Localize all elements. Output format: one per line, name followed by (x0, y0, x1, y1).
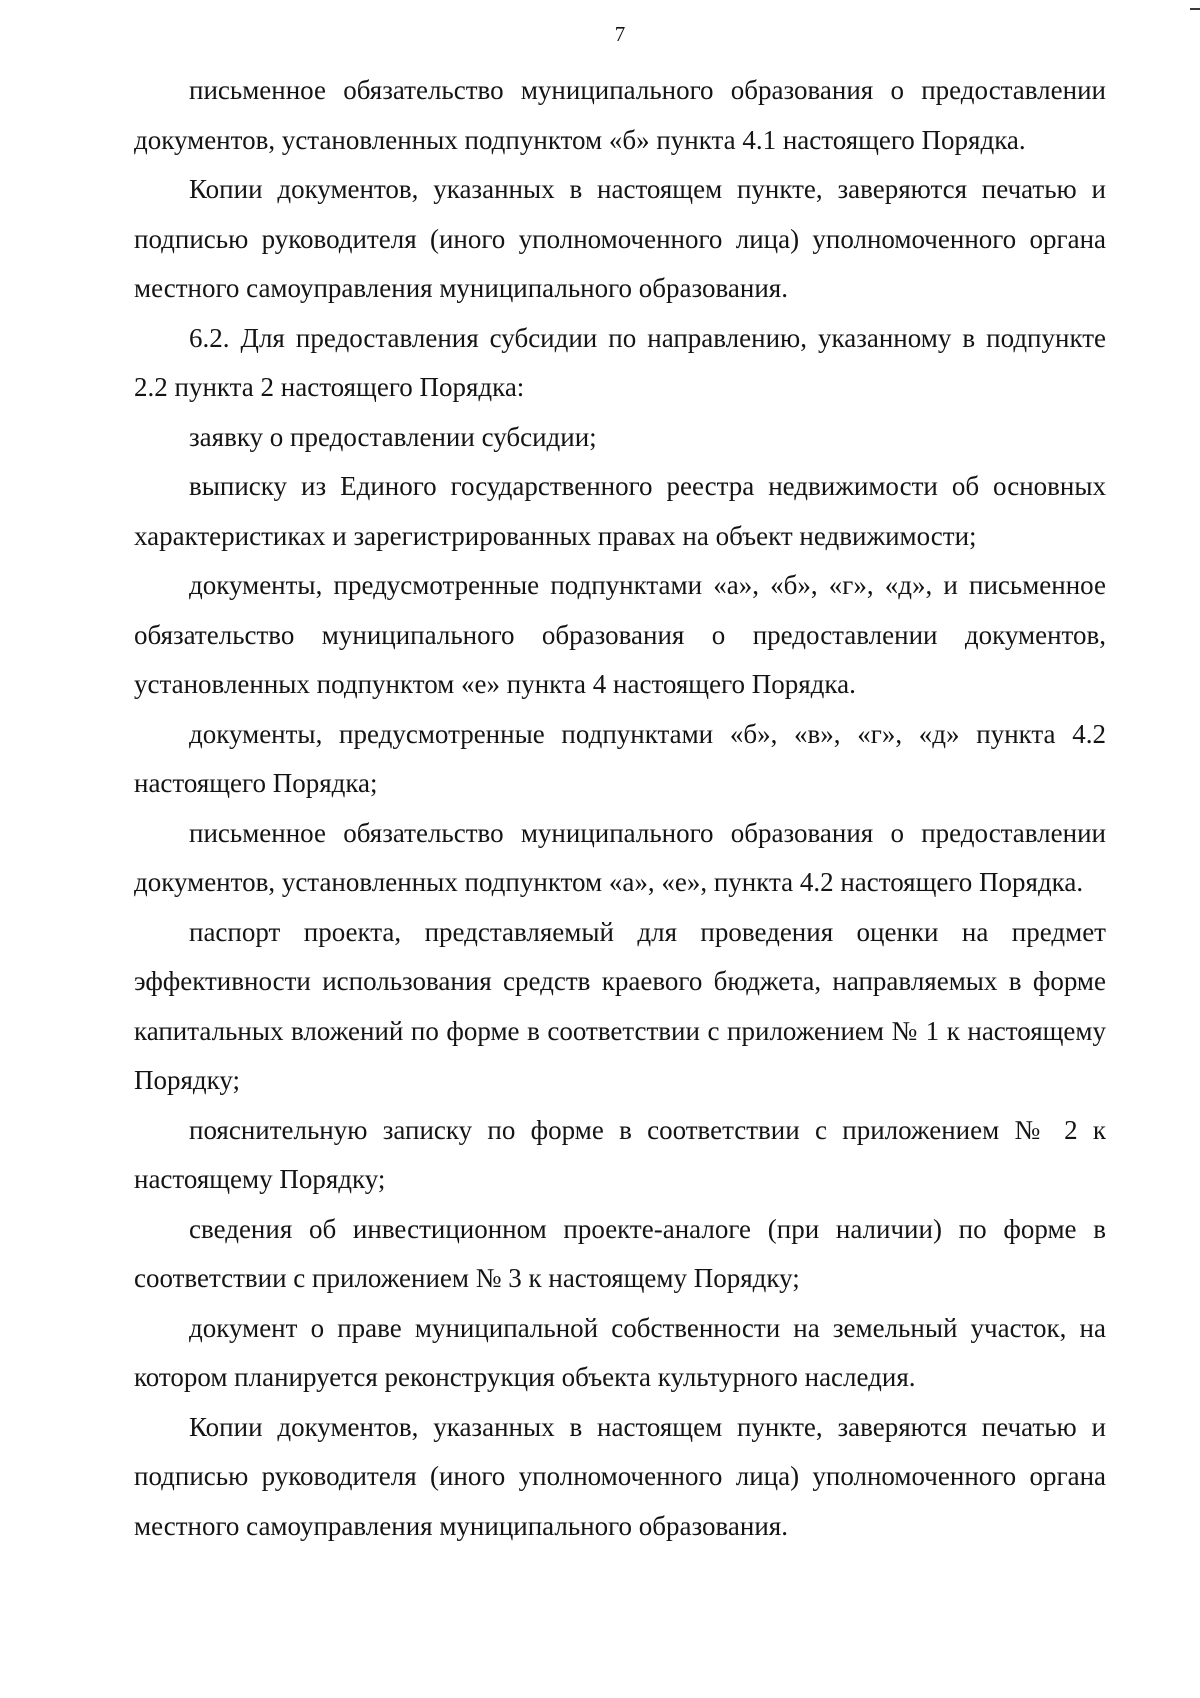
paragraph-registry-extract: выписку из Единого государственного реестра недвижимости об основных характеристиках и зарегистрированных правах на объект недвижимости; (134, 471, 1106, 551)
paragraph-written-obligation-4-2: письменное обязательство муниципального образования о предоставлении документов, установленных подпунктом «а», «е», пункта 4.2 настоящего Порядка. (134, 817, 1106, 897)
edge-mark (1190, 8, 1200, 10)
document-body (134, 66, 1106, 1551)
paragraph-written-obligation-4-1: письменное обязательство муниципального образования о предоставлении документов, установленных подпунктом «б» пункта 4.1 настоящего Порядка. (134, 75, 1106, 155)
paragraph-copies-certification-1: Копии документов, указанных в настоящем пункте, заверяются печатью и подписью руководителя (иного уполномоченного лица) уполномоченного органа местного самоуправления муниципального образования. (134, 174, 1106, 303)
paragraph-project-passport: паспорт проекта, представляемый для проведения оценки на предмет эффективности использования средств краевого бюджета, направляемых в форме капитальных вложений по форме в соответствии с приложением № 1 к настоящему Порядку; (134, 916, 1106, 1095)
paragraph-analog-project: сведения об инвестиционном проекте-аналоге (при наличии) по форме в соответствии с приложением № 3 к настоящему Порядку; (134, 1213, 1106, 1293)
paragraph-section-6-2: 6.2. Для предоставления субсидии по направлению, указанному в подпункте 2.2 пункта 2 настоящего Порядка: (134, 322, 1106, 402)
paragraph-copies-certification-2: Копии документов, указанных в настоящем пункте, заверяются печатью и подписью руководителя (иного уполномоченного лица) уполномоченного органа местного самоуправления муниципального образования. (134, 1411, 1106, 1541)
paragraph-documents-subitems-4-2: документы, предусмотренные подпунктами «б», «в», «г», «д» пункта 4.2 настоящего Порядка; (134, 718, 1106, 798)
paragraph-subsidy-application: заявку о предоставлении субсидии; (189, 421, 597, 452)
paragraph-explanatory-note: пояснительную записку по форме в соответствии с приложением № 2 к настоящему Порядку; (134, 1114, 1106, 1194)
paragraph-documents-subitems-4: документы, предусмотренные подпунктами «а», «б», «г», «д», и письменное обязательство муниципального образования о предоставлении документов, установленных подпунктом «е» пункта 4 настоящего Порядка. (134, 570, 1106, 699)
paragraph-land-ownership: документ о праве муниципальной собственности на земельный участок, на котором планируется реконструкция объекта культурного наследия. (134, 1312, 1106, 1392)
page-number: 7 (614, 22, 626, 46)
